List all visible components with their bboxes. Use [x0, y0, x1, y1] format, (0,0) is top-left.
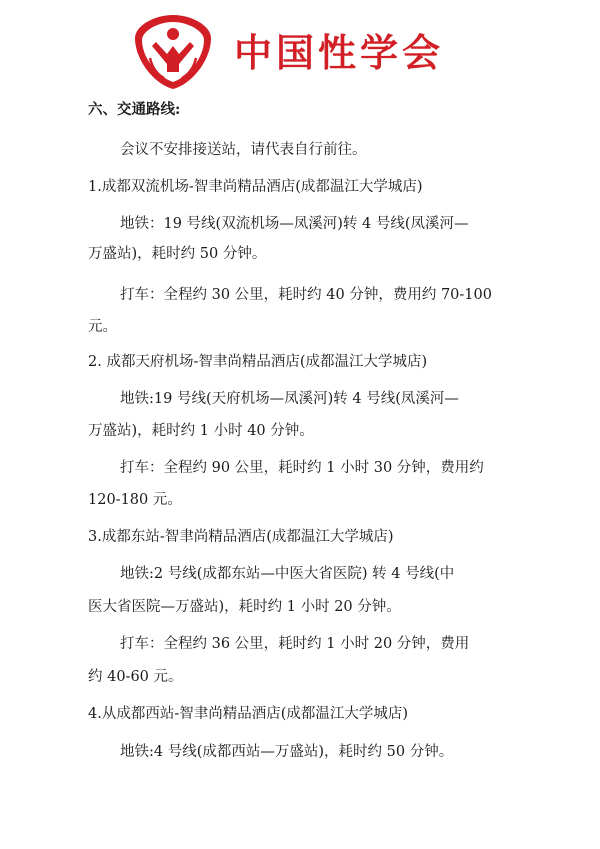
route-taxi-line: 约 40-60 元。	[88, 669, 183, 685]
route-title: 4.从成都西站-智聿尚精品酒店(成都温江大学城店)	[88, 706, 409, 722]
route-taxi-line: 打车：全程约 36 公里，耗时约 1 小时 20 分钟，费用	[120, 636, 470, 652]
intro-paragraph: 会议不安排接送站，请代表自行前往。	[120, 142, 367, 158]
route-taxi-line: 打车：全程约 90 公里，耗时约 1 小时 30 分钟，费用约	[120, 460, 484, 476]
route-metro-line: 地铁:19 号线(天府机场—凤溪河)转 4 号线(凤溪河—	[120, 391, 459, 407]
route-metro-line: 万盛站)，耗时约 50 分钟。	[88, 246, 267, 262]
route-metro-line: 医大省医院—万盛站)，耗时约 1 小时 20 分钟。	[88, 599, 401, 615]
route-title: 3.成都东站-智聿尚精品酒店(成都温江大学城店)	[88, 529, 394, 545]
route-title: 1.成都双流机场-智聿尚精品酒店(成都温江大学城店)	[88, 179, 423, 195]
route-metro-line: 地铁:2 号线(成都东站—中医大省医院) 转 4 号线(中	[120, 566, 455, 582]
organization-logo-icon	[132, 12, 214, 92]
document-header	[0, 0, 600, 95]
route-metro-line: 万盛站)，耗时约 1 小时 40 分钟。	[88, 423, 314, 439]
route-metro-line: 地铁:4 号线(成都西站—万盛站)，耗时约 50 分钟。	[120, 744, 454, 760]
route-taxi-line: 120-180 元。	[88, 492, 182, 508]
route-metro-line: 地铁：19 号线(双流机场—凤溪河)转 4 号线(凤溪河—	[120, 216, 469, 232]
route-taxi-line: 元。	[88, 319, 117, 335]
section-heading: 六、交通路线:	[88, 101, 181, 118]
route-title: 2. 成都天府机场-智聿尚精品酒店(成都温江大学城店)	[88, 354, 428, 370]
route-taxi-line: 打车：全程约 30 公里，耗时约 40 分钟，费用约 70-100	[120, 287, 492, 303]
organization-title: 中国性学会	[234, 31, 445, 75]
